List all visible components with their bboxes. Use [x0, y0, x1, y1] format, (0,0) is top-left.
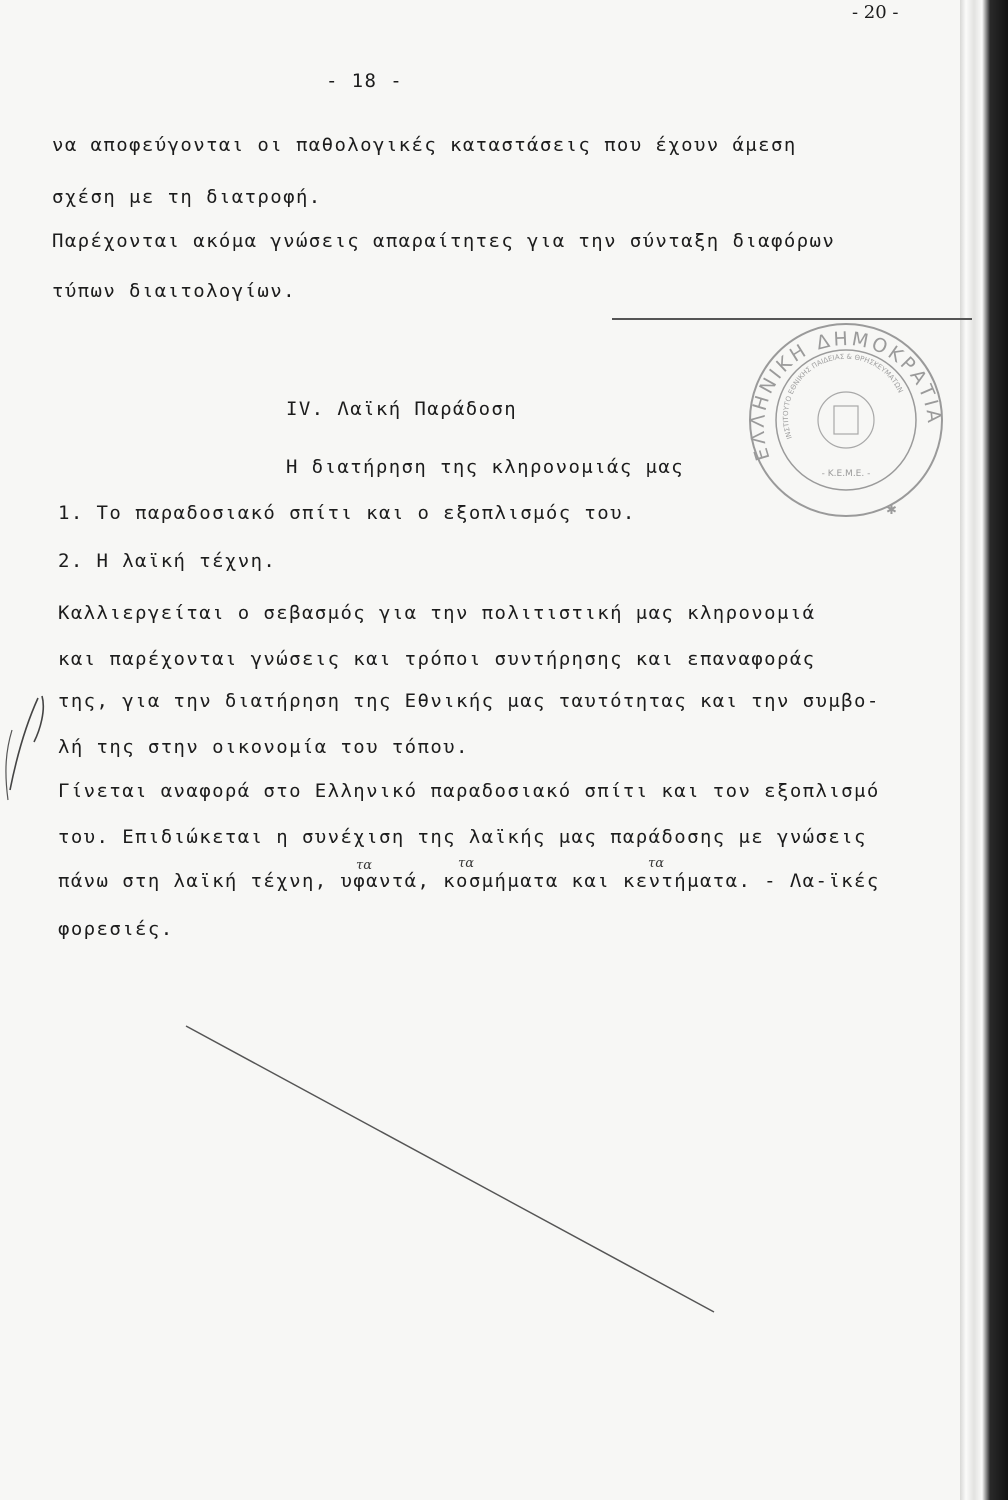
section-heading: IV. Λαϊκή Παράδοση [286, 398, 518, 420]
paragraph-3-line-3: της, για την διατήρηση της Εθνικής μας ταυτότητας και την συμβο- [58, 690, 880, 712]
handwritten-insertion: τα [458, 856, 474, 871]
stamp-star-icon: ✱ [886, 503, 897, 518]
paragraph-3-line-4: λή της στην οικονομία του τόπου. [58, 736, 469, 758]
paragraph-1-line-1: να αποφεύγονται οι παθολογικές καταστάσεις που έχουν άμεση [52, 134, 797, 156]
page-number: - 18 - [326, 70, 404, 92]
paragraph-2-line-1: Παρέχονται ακόμα γνώσεις απαραίτητες για την σύνταξη διαφόρων [52, 230, 836, 252]
stamp-outer-ring [750, 324, 942, 516]
handwritten-page-mark: - 20 - [852, 2, 899, 23]
paragraph-2-line-2: τύπων διαιτολογίων. [52, 280, 296, 302]
paragraph-3-line-1: Καλλιεργείται ο σεβασμός για την πολιτιστική μας κληρονομιά [58, 602, 816, 624]
page-edge-shadow [960, 0, 1008, 1500]
stamp-emblem [818, 392, 874, 448]
stamp-outer-text: ΕΛΛΗΝΙΚΗ ΔΗΜΟΚΡΑΤΙΑ [746, 327, 946, 464]
paragraph-3-line-2: και παρέχονται γνώσεις και τρόποι συντήρησης και επαναφοράς [58, 648, 816, 670]
paragraph-4-line-3: πάνω στη λαϊκή τέχνη, υφαντά, κοσμήματα και κεντήματα. - Λα-ϊκές [58, 870, 880, 892]
paragraph-1-line-2: σχέση με τη διατροφή. [52, 186, 322, 208]
handwritten-insertion: τα [356, 858, 372, 873]
stamp-inner-text: ΙΝΣΤΙΤΟΥΤΟ ΕΘΝΙΚΗΣ ΠΑΙΔΕΙΑΣ & ΘΡΗΣΚΕΥΜΑΤΩΝ [781, 352, 905, 441]
official-stamp [740, 308, 952, 528]
list-item: 2. Η λαϊκή τέχνη. [58, 550, 277, 572]
paragraph-4-line-1: Γίνεται αναφορά στο Ελληνικό παραδοσιακό σπίτι και τον εξοπλισμό [58, 780, 880, 802]
strike-through-line [180, 1020, 720, 1320]
handwritten-insertion: τα [648, 856, 664, 871]
list-item: 1. Το παραδοσιακό σπίτι και ο εξοπλισμός του. [58, 502, 636, 524]
subheading: Η διατήρηση της κληρονομιάς μας [286, 456, 685, 478]
stamp-bottom-text: - Κ.Ε.Μ.Ε. - [821, 469, 871, 479]
paragraph-4-line-2: του. Επιδιώκεται η συνέχιση της λαϊκής μας παράδοσης με γνώσεις [58, 826, 867, 848]
paragraph-4-line-4: φορεσιές. [58, 918, 174, 940]
stamp-emblem-shield [834, 406, 858, 434]
margin-pen-mark [0, 690, 60, 810]
